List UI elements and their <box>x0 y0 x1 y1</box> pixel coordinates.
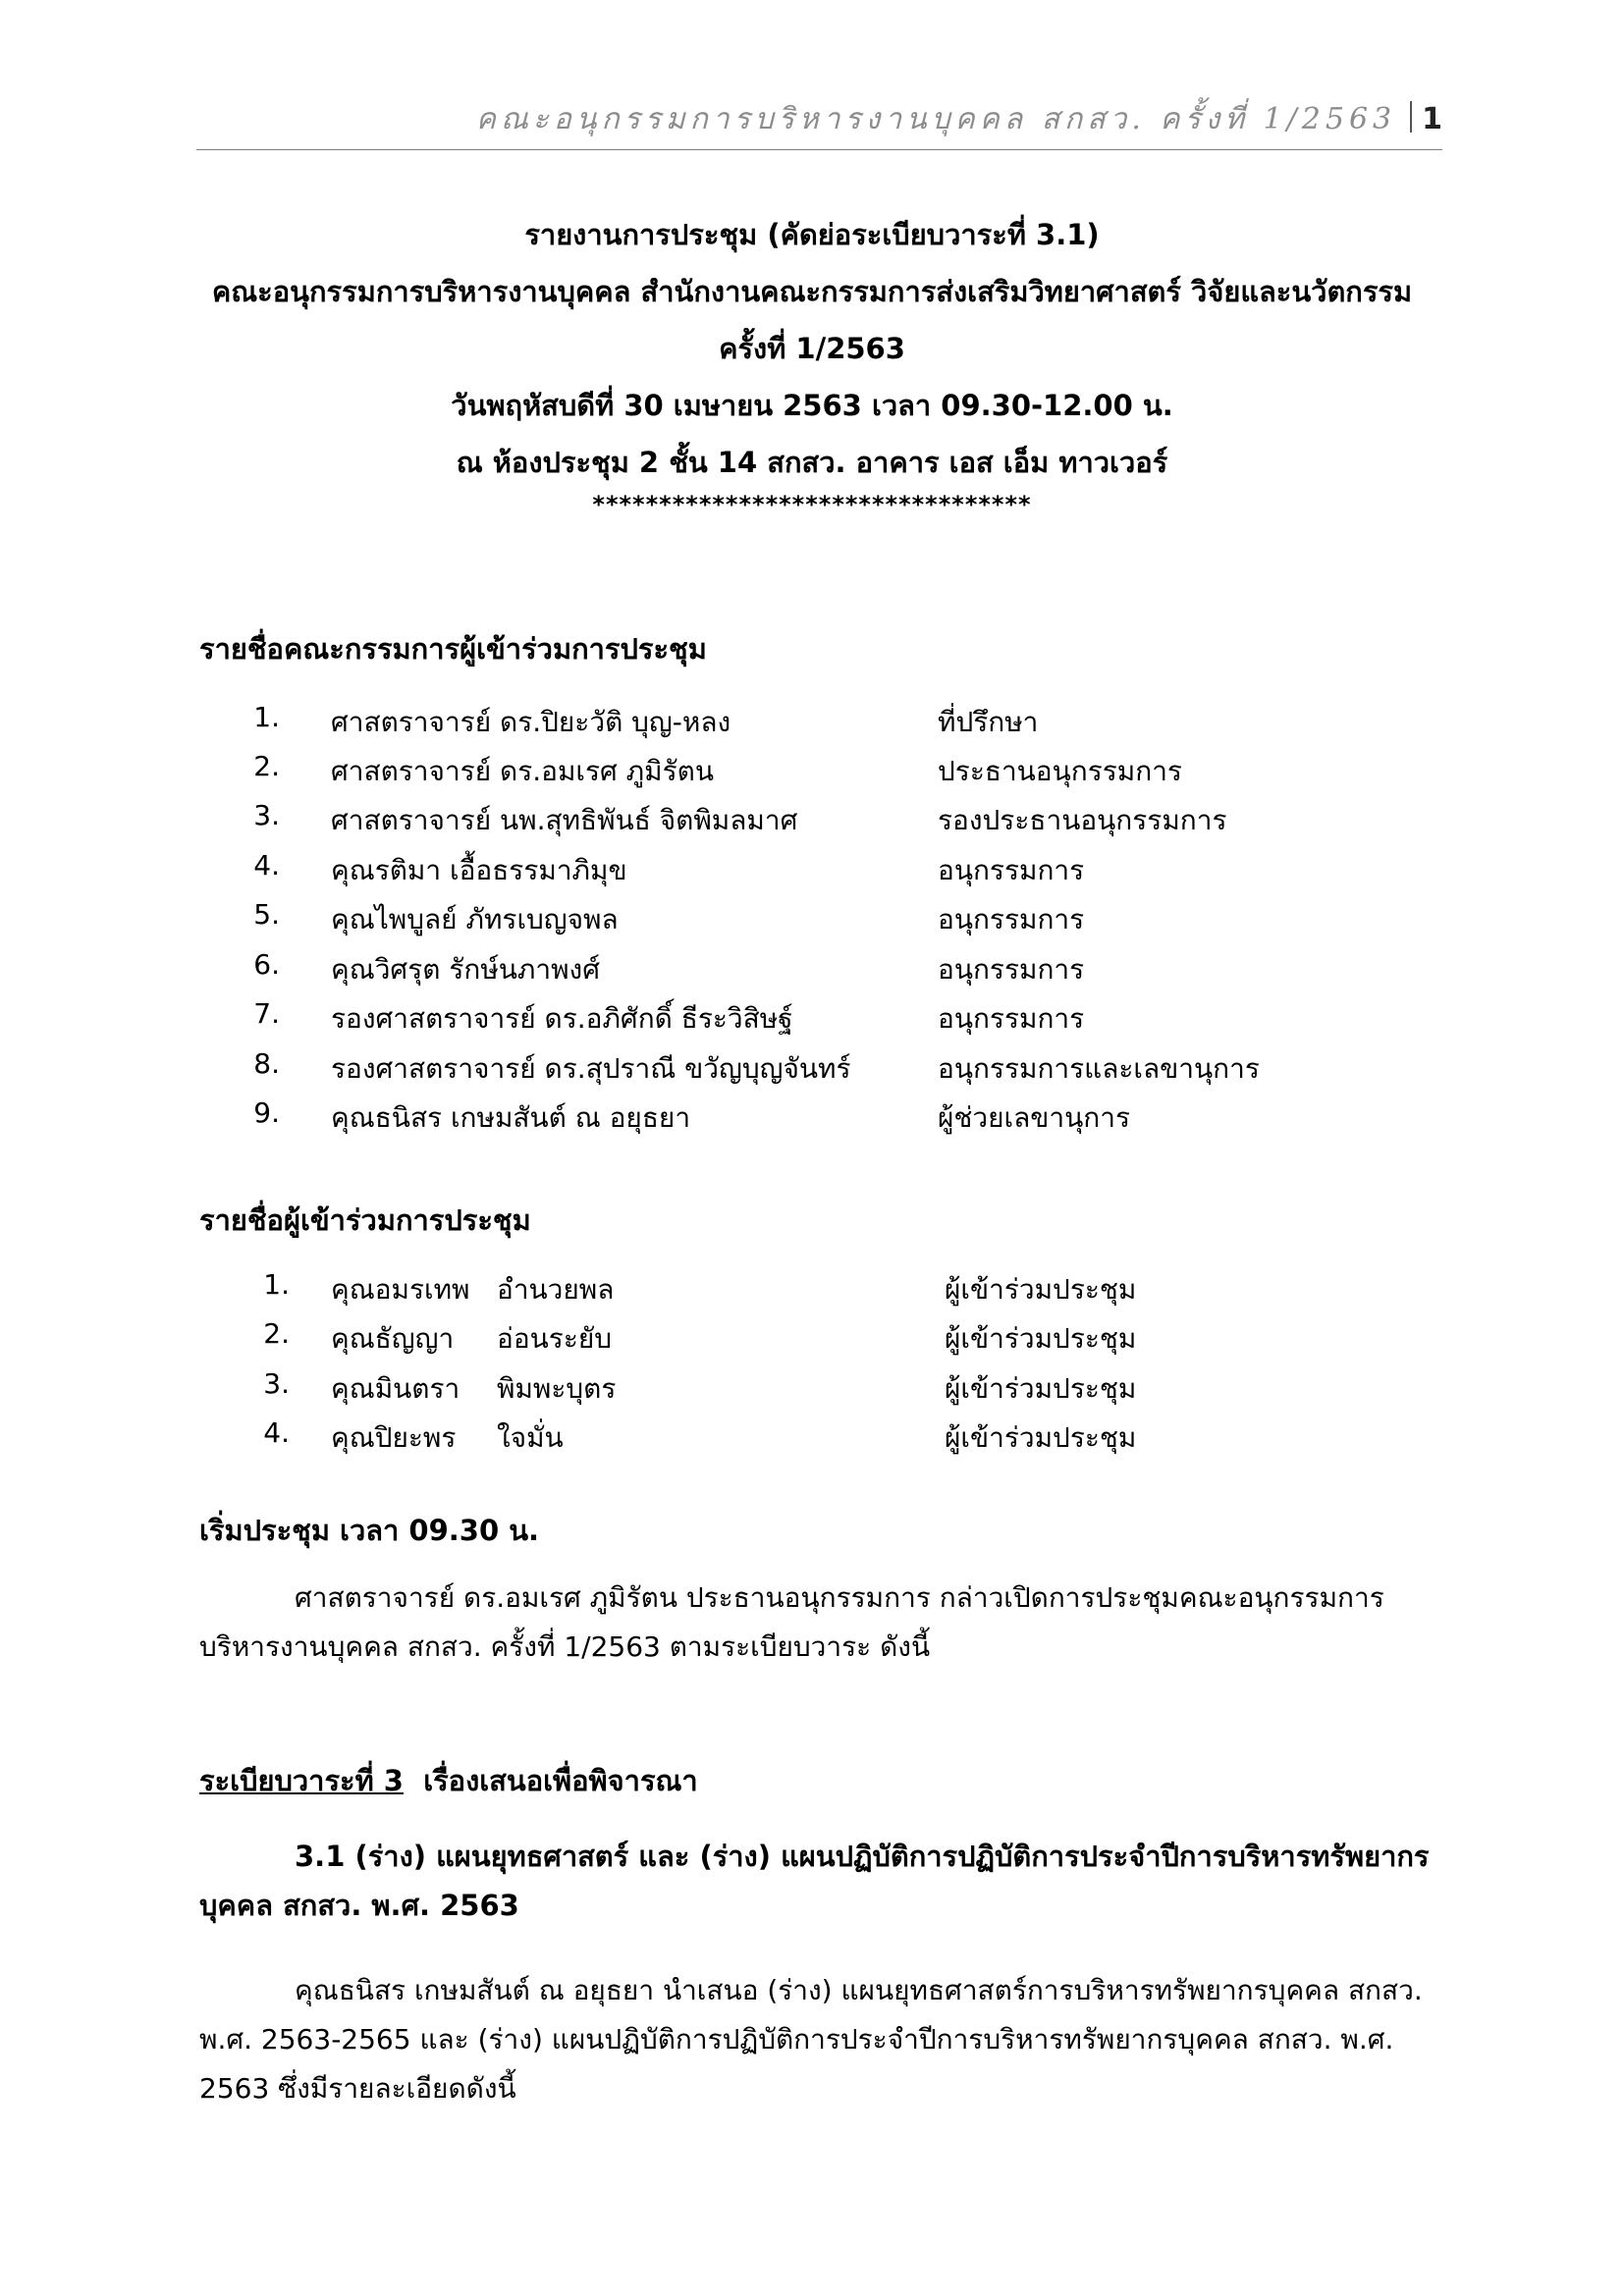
committee-heading: รายชื่อคณะกรรมการผู้เข้าร่วมการประชุม <box>199 632 707 666</box>
running-title: คณะอนุกรรมการบริหารงานบุคคล สกสว. ครั้งที่ 1/2563 <box>475 102 1397 136</box>
attendees-heading: รายชื่อผู้เข้าร่วมการประชุม <box>199 1203 531 1237</box>
page-number: 1 <box>1422 102 1442 136</box>
committee-name: คณะอนุกรรมการบริหารงานบุคคล สำนักงานคณะกรรมการส่งเสริมวิทยาศาสตร์ วิจัยและนวัตกรรม <box>211 275 1413 308</box>
meeting-number: ครั้งที่ 1/2563 <box>719 332 905 365</box>
agenda-title: เรื่องเสนอเพื่อพิจารณา <box>423 1764 698 1797</box>
header-divider <box>1410 101 1412 133</box>
page-header <box>196 96 1442 150</box>
document-title-block <box>0 206 1624 518</box>
agenda-item-paragraph: คุณธนิสร เกษมสันต์ ณ อยุธยา นำเสนอ (ร่าง) แผนยุทธศาสตร์การบริหารทรัพยากรบุคคล สกสว. พ.ศ. 2563-2565 และ (ร่าง) แผนปฏิบัติการปฏิบัติการประจำปีการบริหารทรัพยากรบุคคล สกสว. พ.ศ. 2563 ซึ่งมีรายละเอียดดังนี้ <box>199 1974 1423 2105</box>
report-title: รายงานการประชุม (คัดย่อระเบียบวาระที่ 3.1) <box>524 218 1100 251</box>
separator-stars: ********************************* <box>592 491 1032 518</box>
meeting-venue: ณ ห้องประชุม 2 ชั้น 14 สกสว. อาคาร เอส เอ็ม ทาวเวอร์ <box>456 446 1168 479</box>
agenda-label: ระเบียบวาระที่ 3 <box>199 1764 404 1797</box>
agenda-heading <box>199 1758 698 1803</box>
agenda-item-title: 3.1 (ร่าง) แผนยุทธศาสตร์ และ (ร่าง) แผนปฏิบัติการปฏิบัติการประจำปีการบริหารทรัพยากรบุคคล สกสว. พ.ศ. 2563 <box>199 1840 1430 1922</box>
meeting-date: วันพฤหัสบดีที่ 30 เมษายน 2563 เวลา 09.30-12.00 น. <box>451 389 1173 422</box>
opening-paragraph: ศาสตราจารย์ ดร.อมเรศ ภูมิรัตน ประธานอนุกรรมการ กล่าวเปิดการประชุมคณะอนุกรรมการบริหารงานบุคคล สกสว. ครั้งที่ 1/2563 ตามระเบียบวาระ ดังนี้ <box>199 1581 1384 1663</box>
meeting-start-heading: เริ่มประชุม เวลา 09.30 น. <box>199 1514 540 1547</box>
